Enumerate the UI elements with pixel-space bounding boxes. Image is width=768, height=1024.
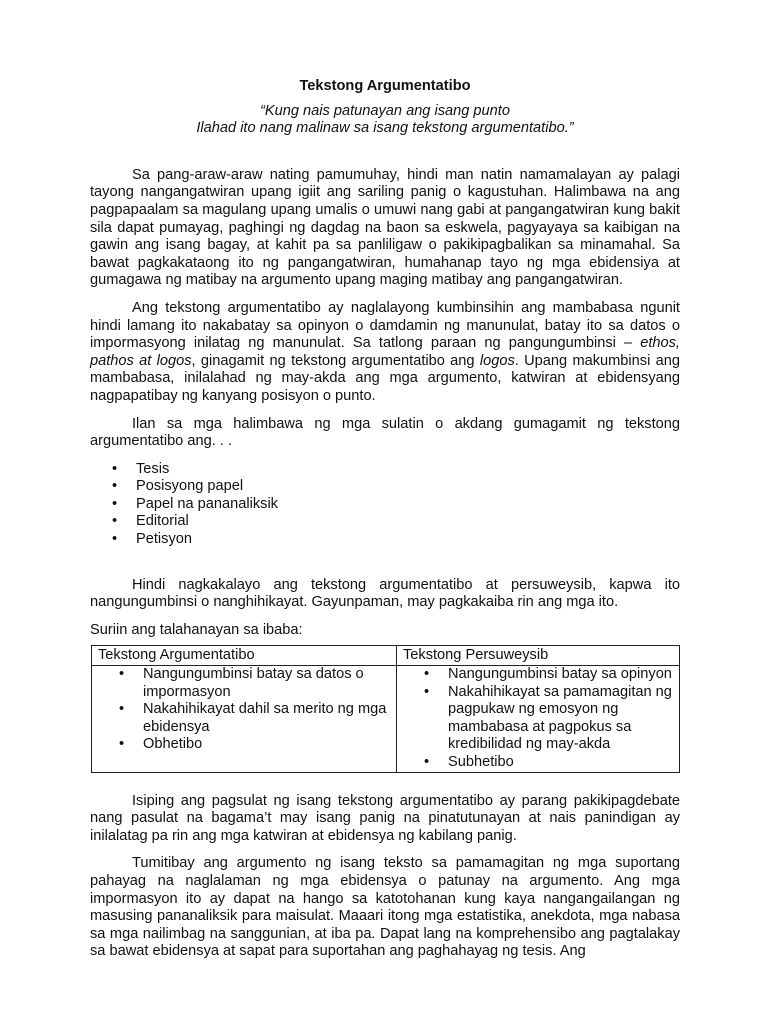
paragraph-6: Tumitibay ang argumento ng isang teksto sa pamamagitan ng mga suportang pahayag na naglalaman ng mga ebidensya o patunay na argumento. Ang mga impormasyon ito ay dapat na hango sa katotohanan kung kaya nangangailangan ng masusing pananaliksik para maisulat. Maaari itong mga estatistika, anekdota, mga nabasa sa mga nailimbag na sanggunian, at iba pa. Dapat lang na komprehensibo ang pagtalakay sa bawat ebidensya at sapat para suportahan ang paghahayag ng tesis. Ang <box>90 855 680 960</box>
document-title: Tekstong Argumentatibo <box>299 78 471 94</box>
paragraph-2-text-c: . Upang makumbinsi ang mambabasa, inilalahad ng may-akda ang mga argumento, katwiran at ebidensyang nagpapatibay ng kanyang posisyon o punto. <box>90 352 680 404</box>
table-row <box>92 666 680 773</box>
paragraph-2-italic-a: ethos, pathos at logos <box>90 335 680 369</box>
list-item: • Subhetibo <box>448 754 673 772</box>
list-item: • Nangungumbinsi batay sa opinyon <box>448 666 673 684</box>
list-item: • Nakahihikayat dahil sa merito ng mga ebidensya <box>143 701 390 736</box>
paragraph-2-italic-b: logos <box>479 352 515 369</box>
list-item: • Tesis <box>136 461 680 479</box>
list-item: • Nangungumbinsi batay sa datos o impormasyon <box>143 666 390 701</box>
persuweysib-traits <box>397 666 679 772</box>
paragraph-2-text-b: , ginagamit ng tekstong argumentatibo ang <box>191 352 480 369</box>
table-cell-argumentatibo <box>92 666 397 773</box>
paragraph-2-text-a: Ang tekstong argumentatibo ay naglalayong kumbinsihin ang mambabasa ngunit hindi lamang ito nakabatay sa opinyon o damdamin ng manunulat, batay ito sa datos o impormasyong inilatag ng manunulat. Sa tatlong paraan ng pangungumbinsi – <box>90 299 680 352</box>
paragraph-1: Sa pang-araw-araw nating pamumuhay, hindi man natin namamalayan ay palagi tayong nangangatwiran upang igiit ang sariling panig o kagustuhan. Halimbawa na ang pagpapaalam sa magulang upang umalis o umuwi nang gabi at pangangatwiran kung bakit sila dapat pumayag, paghingi ng dagdag na baon sa eskwela, pagyayaya sa kaibigan na gawin ang isang bagay, at kahit pa sa panliligaw o pakikipagbalikan sa minamahal. Sa bawat pagkakataong ito ng pangangatwiran, humahanap tayo ng mga ebidensiya at gumagawa ng matibay na argumento upang maging matibay ang pangangatwiran. <box>90 166 680 289</box>
paragraph-4: Hindi nagkakalayo ang tekstong argumentatibo at persuweysib, kapwa ito nangungumbinsi o nanghihikayat. Gayunpaman, may pagkakaiba rin ang mga ito. <box>90 576 680 611</box>
paragraph-5: Isiping ang pagsulat ng isang tekstong argumentatibo ay parang pakikipagdebate nang pasulat na bagama’t may isang panig na pinatutunayan at nais panindigan ay inilalatag pa rin ang mga katwiran at ebidensya ng kabilang panig. <box>90 792 680 844</box>
list-item: • Posisyong papel <box>136 478 680 496</box>
epigraph-line-2: Ilahad ito nang malinaw sa isang tekstong argumentatibo.” <box>196 120 574 137</box>
list-item: • Obhetibo <box>143 736 390 754</box>
table-intro: Suriin ang talahanayan sa ibaba: <box>90 621 303 638</box>
list-item: • Nakahihikayat sa pamamagitan ng pagpukaw ng emosyon ng mambabasa at pagpokus sa kredibilidad ng may-akda <box>448 684 673 754</box>
paragraph-3: Ilan sa mga halimbawa ng mga sulatin o akdang gumagamit ng tekstong argumentatibo ang. . . <box>90 415 680 450</box>
list-item: • Papel na pananaliksik <box>136 496 680 514</box>
argumentatibo-traits <box>92 666 396 754</box>
examples-list <box>90 461 680 549</box>
list-item: • Editorial <box>136 513 680 531</box>
table-cell-persuweysib <box>397 666 680 773</box>
table-header-persuweysib: Tekstong Persuweysib <box>397 646 680 666</box>
table-header-row <box>92 646 680 666</box>
comparison-table <box>91 645 680 772</box>
list-item: • Petisyon <box>136 531 680 549</box>
table-header-argumentatibo: Tekstong Argumentatibo <box>92 646 397 666</box>
document-body <box>90 78 680 971</box>
paragraph-2 <box>90 300 680 406</box>
epigraph-line-1: “Kung nais patunayan ang isang punto <box>260 102 510 119</box>
